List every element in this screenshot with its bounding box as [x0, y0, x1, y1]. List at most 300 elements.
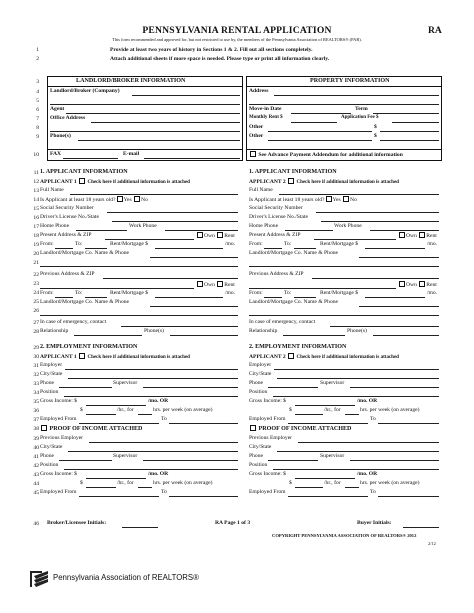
rent-mortgage-field-2[interactable] — [365, 248, 425, 249]
prev-position-label-2: Position — [249, 462, 268, 468]
office-address-field-2[interactable] — [50, 131, 240, 132]
mo-or-label: /mo. OR — [148, 398, 169, 404]
phones-label-2: Phone(s) — [347, 328, 367, 334]
par-logo — [28, 567, 50, 594]
employed-to-label-2: To — [370, 416, 376, 422]
own-rent-1 — [196, 232, 235, 239]
own-label: Own — [204, 233, 215, 239]
prev-city-state-label-2: City/State — [249, 444, 272, 450]
work-phone-field-2[interactable] — [370, 230, 439, 231]
form-title: PENNSYLVANIA RENTAL APPLICATION — [142, 25, 332, 36]
line-number: 38 — [33, 426, 39, 432]
full-name-label: Full Name — [40, 187, 64, 193]
prev-employed-from-field-1[interactable] — [79, 496, 159, 497]
revision: 2/12 — [428, 541, 436, 546]
line-number: 8 — [36, 125, 39, 131]
no-label: No — [141, 197, 148, 203]
present-address-label-2: Present Address & ZIP — [249, 232, 301, 238]
prev-city-state-field-2[interactable] — [277, 451, 439, 452]
line-number: 26 — [33, 308, 39, 314]
employer-field-1[interactable] — [65, 369, 238, 370]
age-question-2: Is Applicant at least 18 years old? — [249, 197, 325, 203]
line-number: 13 — [33, 188, 39, 194]
supervisor-field-1[interactable] — [143, 387, 238, 388]
line-number: 25 — [33, 299, 39, 305]
previous-address-field-1[interactable] — [103, 278, 238, 279]
par-logo-icon — [28, 567, 50, 589]
line-number: 31 — [33, 363, 39, 369]
hourly-rate-field-2[interactable] — [295, 414, 323, 415]
landlord-co-field-prev-2[interactable] — [359, 306, 439, 307]
property-address-label: Address — [249, 88, 269, 94]
page-indicator: RA Page 1 of 3 — [215, 520, 251, 526]
addendum-label: See Advance Payment Addendum for additional information — [258, 152, 403, 158]
gross-income-label: Gross Income: $ — [40, 398, 77, 404]
landlord-company-field-2[interactable] — [50, 104, 240, 105]
emergency-label: In case of emergency, contact — [40, 319, 107, 325]
own-label-prev-2: Own — [406, 282, 417, 288]
other-label-2: Other — [249, 133, 264, 139]
instruction-line-2: Attach additional sheets if more space is needed. Please type or print all information clearly. — [110, 56, 330, 62]
age-row-1 — [40, 196, 148, 203]
home-phone-field-1[interactable] — [76, 230, 127, 231]
app-fee-label: Application Fee $ — [341, 115, 379, 120]
landlord-co-label-2: Landlord/Mortgage Co. Name & Phone — [249, 250, 339, 256]
move-in-label: Move-in Date — [249, 106, 282, 112]
line-number: 32 — [33, 372, 39, 378]
relationship-field-2[interactable] — [283, 335, 345, 336]
employed-from-field-2[interactable] — [288, 423, 368, 424]
line-number: 6 — [36, 107, 39, 113]
line-number: 20 — [33, 251, 39, 257]
line-number: 16 — [33, 215, 39, 221]
line-number: 11 — [33, 170, 39, 176]
phones-field-2[interactable] — [373, 335, 439, 336]
emp-applicant1-row — [40, 353, 190, 360]
line-number: 29 — [33, 345, 39, 351]
previous-address-field-1b[interactable] — [40, 288, 194, 289]
gross-income-field-2[interactable] — [295, 405, 355, 406]
hr-for-label-2: /hr., for — [324, 407, 341, 413]
rent-mortgage-label-prev: Rent/Mortgage $ — [110, 290, 149, 296]
emergency-label-2: In case of emergency, contact — [249, 319, 316, 325]
fax-label: FAX — [50, 151, 62, 157]
applicant2-label: APPLICANT 2 — [249, 179, 286, 185]
previous-address-label: Previous Address & ZIP — [40, 271, 95, 277]
ssn-field-1[interactable] — [107, 212, 238, 213]
prev-employer-label-2: Previous Employer — [249, 435, 293, 441]
emp-applicant1-attached-label: Check here if additional information is attached — [87, 355, 190, 360]
employment-section-title: 2. EMPLOYMENT INFORMATION — [40, 344, 138, 350]
landlord-co-label-prev: Landlord/Mortgage Co. Name & Phone — [40, 299, 130, 305]
line-number: 12 — [33, 179, 39, 185]
applicant2-row — [249, 178, 399, 185]
agent-label: Agent — [50, 106, 65, 112]
emp-applicant1-checkbox[interactable] — [79, 353, 85, 359]
emp-applicant2-checkbox[interactable] — [288, 353, 294, 359]
from-label-prev: From: — [40, 290, 54, 296]
own-checkbox-prev[interactable] — [197, 281, 203, 287]
to-label: To: — [75, 241, 83, 247]
mo-label: /mo. — [225, 241, 236, 247]
relationship-label-2: Relationship — [249, 328, 278, 334]
hourly-dollar-2: $ — [289, 407, 292, 413]
to-field-prev-1[interactable] — [85, 297, 107, 298]
applicant2-attached-label: Check here if additional information is attached — [296, 180, 399, 185]
employed-to-label: To — [161, 416, 167, 422]
prev-employed-to-field-1[interactable] — [169, 496, 238, 497]
line-number: 42 — [33, 463, 39, 469]
to-field-prev-2[interactable] — [294, 297, 316, 298]
term-label: Term — [355, 106, 368, 112]
line-number: 28 — [33, 329, 39, 335]
employer-label: Employer — [40, 362, 63, 368]
line-number: 37 — [33, 417, 39, 423]
prev-position-field-2[interactable] — [273, 469, 439, 470]
prev-hourly-rate-field-1[interactable] — [86, 487, 116, 488]
own-rent-2 — [398, 232, 437, 239]
emergency-field-2[interactable] — [330, 326, 439, 327]
age-no-checkbox-2[interactable] — [343, 196, 349, 202]
prev-employed-to-label: To — [161, 489, 167, 495]
email-field[interactable] — [144, 158, 240, 159]
form-code: RA — [428, 25, 442, 36]
emp-phone-field-1[interactable] — [59, 387, 112, 388]
license-label-2: Driver's License No./State — [249, 214, 308, 220]
broker-initials-label: Broker/Licensee Initials: — [47, 520, 107, 526]
rent-mortgage-field-1[interactable] — [155, 248, 223, 249]
other-amount-1[interactable] — [380, 131, 439, 132]
rent-checkbox-prev[interactable] — [217, 281, 223, 287]
other-field-1[interactable] — [268, 131, 372, 132]
employed-from-field-1[interactable] — [79, 423, 159, 424]
prev-employer-field-2[interactable] — [298, 442, 439, 443]
present-address-field-2[interactable] — [314, 239, 396, 240]
age-question: Is Applicant at least 18 years old? — [40, 197, 116, 203]
line-number: 33 — [33, 381, 39, 387]
landlord-phone-label: Phone(s) — [50, 133, 71, 139]
own-checkbox-2[interactable] — [399, 232, 405, 238]
prev-hours-field-2[interactable] — [345, 487, 359, 488]
line-number: 46 — [33, 521, 39, 527]
previous-address-field-2[interactable] — [312, 278, 439, 279]
license-field-2[interactable] — [321, 221, 439, 222]
instruction-line-1: Provide at least two years of history in Sections 1 & 2. Fill out all sections completely. — [110, 47, 313, 53]
age-no-checkbox[interactable] — [134, 196, 140, 202]
emp-applicant2-attached-label: Check here if additional information is attached — [296, 355, 399, 360]
fax-field[interactable] — [63, 158, 118, 159]
to-field-1[interactable] — [85, 248, 107, 249]
line-number: 18 — [33, 233, 39, 239]
present-address-label: Present Address & ZIP — [40, 232, 92, 238]
age-yes-checkbox-2[interactable] — [326, 196, 332, 202]
mo-label-2: /mo. — [427, 241, 438, 247]
landlord-co-label-prev-2: Landlord/Mortgage Co. Name & Phone — [249, 299, 339, 305]
phones-field-1[interactable] — [170, 335, 238, 336]
line-number: 17 — [33, 224, 39, 230]
prev-hourly-dollar-2: $ — [289, 480, 292, 486]
employed-to-field-1[interactable] — [169, 423, 238, 424]
line-number: 30 — [33, 354, 39, 360]
prev-supervisor-field-2[interactable] — [350, 460, 439, 461]
position-label-2: Position — [249, 389, 268, 395]
email-label: E-mail — [123, 151, 140, 157]
hours-field-1[interactable] — [138, 414, 152, 415]
office-address-field[interactable] — [91, 122, 240, 123]
emp-applicant1-label: APPLICANT 1 — [40, 354, 77, 360]
work-phone-label: Work Phone — [129, 223, 157, 229]
prev-employer-field-1[interactable] — [89, 442, 238, 443]
relationship-field-1[interactable] — [74, 335, 142, 336]
agent-field[interactable] — [66, 113, 240, 114]
from-label-prev-2: From: — [249, 290, 263, 296]
rent-label-prev-2: Rent — [426, 282, 437, 288]
proof-checkbox-2[interactable] — [250, 425, 256, 431]
applicant2-attached-checkbox[interactable] — [288, 178, 294, 184]
prev-supervisor-field-1[interactable] — [143, 460, 238, 461]
gross-income-label-2: Gross Income: $ — [249, 398, 286, 404]
home-phone-label-2: Home Phone — [249, 223, 279, 229]
prev-gross-income-field-2[interactable] — [295, 478, 355, 479]
line-number: 35 — [33, 399, 39, 405]
home-phone-field-2[interactable] — [285, 230, 333, 231]
landlord-co-field-prev-2b[interactable] — [249, 315, 439, 316]
rent-label: Rent — [224, 233, 235, 239]
hours-field-2[interactable] — [345, 414, 359, 415]
line-number: 36 — [33, 408, 39, 414]
mo-or-label-2: /mo. OR — [357, 398, 378, 404]
prev-city-state-field-1[interactable] — [68, 451, 238, 452]
position-field-2[interactable] — [273, 396, 439, 397]
prev-hourly-rate-field-2[interactable] — [295, 487, 323, 488]
ssn-label: Social Security Number — [40, 205, 94, 211]
prev-employed-to-field-2[interactable] — [378, 496, 439, 497]
employer-field-2[interactable] — [274, 369, 439, 370]
rent-label-2: Rent — [426, 233, 437, 239]
employed-from-label-2: Employed From — [249, 416, 286, 422]
license-field-1[interactable] — [112, 221, 238, 222]
from-label: From: — [40, 241, 54, 247]
move-in-field[interactable] — [291, 113, 351, 114]
line-number: 3 — [36, 79, 39, 85]
other-dollar-2: $ — [374, 133, 377, 139]
app-fee-field[interactable] — [392, 122, 439, 123]
gross-income-field-1[interactable] — [86, 405, 146, 406]
line-number: 24 — [33, 290, 39, 296]
prev-position-field-1[interactable] — [64, 469, 238, 470]
line-number: 40 — [33, 445, 39, 451]
divider — [47, 149, 243, 150]
employment-section-title-2: 2. EMPLOYMENT INFORMATION — [249, 344, 347, 350]
buyer-initials-field[interactable] — [403, 527, 439, 528]
prev-city-state-label: City/State — [40, 444, 63, 450]
work-phone-label-2: Work Phone — [334, 223, 362, 229]
prev-gross-income-field-1[interactable] — [86, 478, 146, 479]
previous-address-field-2b[interactable] — [249, 288, 396, 289]
rent-mortgage-label: Rent/Mortgage $ — [110, 241, 149, 247]
rent-checkbox-prev-2[interactable] — [419, 281, 425, 287]
proof-label-1: PROOF OF INCOME ATTACHED — [49, 426, 143, 432]
full-name-field-2[interactable] — [279, 194, 439, 195]
supervisor-label-2: Supervisor — [320, 380, 345, 386]
to-label-prev-2: To: — [284, 290, 292, 296]
prev-hrs-week-label-2: hrs. per week (on average) — [360, 480, 420, 486]
rent-mortgage-field-prev-1[interactable] — [155, 297, 223, 298]
other-field-2[interactable] — [268, 140, 372, 141]
applicant1-label: APPLICANT 1 — [40, 179, 77, 185]
landlord-co-field-2[interactable] — [359, 257, 439, 258]
landlord-co-field-2b[interactable] — [249, 266, 439, 267]
prev-hours-field-1[interactable] — [138, 487, 152, 488]
addendum-checkbox[interactable] — [250, 151, 256, 157]
line-number: 44 — [33, 481, 39, 487]
home-phone-label: Home Phone — [40, 223, 70, 229]
broker-initials-field[interactable] — [122, 527, 158, 528]
landlord-co-field-prev-1b[interactable] — [40, 315, 238, 316]
from-field-2[interactable] — [264, 248, 282, 249]
landlord-co-field-prev-1[interactable] — [150, 306, 238, 307]
city-state-field-1[interactable] — [68, 378, 238, 379]
property-address-field[interactable] — [274, 95, 439, 96]
own-label-2: Own — [406, 233, 417, 239]
other-amount-2[interactable] — [380, 140, 439, 141]
prev-hr-for-label-2: /hr., for — [324, 480, 341, 486]
license-label: Driver's License No./State — [40, 214, 99, 220]
line-number: 23 — [33, 281, 39, 287]
applicant1-row — [40, 178, 190, 185]
prev-mo-or-label: /mo. OR — [148, 471, 169, 477]
work-phone-field-1[interactable] — [165, 230, 238, 231]
from-field-prev-1[interactable] — [55, 297, 73, 298]
phone-label-2: Phone — [249, 380, 263, 386]
line-number: 27 — [33, 320, 39, 326]
prev-employer-label: Previous Employer — [40, 435, 84, 441]
prev-position-label: Position — [40, 462, 59, 468]
office-address-label: Office Address — [50, 115, 86, 121]
employer-label-2: Employer — [249, 362, 272, 368]
divider — [246, 149, 442, 150]
line-number: 7 — [36, 116, 39, 122]
line-number: 9 — [36, 134, 39, 140]
hrs-week-label: hrs. per week (on average) — [153, 407, 213, 413]
proof-checkbox-1[interactable] — [41, 425, 47, 431]
prev-hr-for-label: /hr., for — [117, 480, 134, 486]
buyer-initials-label: Buyer Initials: — [357, 520, 392, 526]
applicant1-attached-checkbox[interactable] — [79, 178, 85, 184]
monthly-rent-field[interactable] — [291, 122, 337, 123]
phones-label: Phone(s) — [144, 328, 164, 334]
line-number: 22 — [33, 272, 39, 278]
present-address-field-1[interactable] — [105, 239, 194, 240]
line-number: 34 — [33, 390, 39, 396]
landlord-company-field[interactable] — [132, 95, 240, 96]
relationship-label: Relationship — [40, 328, 69, 334]
applicant-section-title-2: 1. APPLICANT INFORMATION — [249, 169, 337, 175]
to-label-prev: To: — [75, 290, 83, 296]
prev-hourly-dollar: $ — [80, 480, 83, 486]
line-number: 41 — [33, 454, 39, 460]
emergency-field-1[interactable] — [121, 326, 238, 327]
emp-phone-field-2[interactable] — [268, 387, 318, 388]
line-number: 10 — [33, 152, 39, 158]
age-yes-checkbox[interactable] — [117, 196, 123, 202]
own-label-prev: Own — [204, 282, 215, 288]
rent-mortgage-label-prev-2: Rent/Mortgage $ — [320, 290, 359, 296]
rent-mortgage-label-2: Rent/Mortgage $ — [320, 241, 359, 247]
line-number: 19 — [33, 242, 39, 248]
emp-applicant2-row — [249, 353, 399, 360]
previous-address-label-2: Previous Address & ZIP — [249, 271, 304, 277]
prev-employed-from-field-2[interactable] — [288, 496, 368, 497]
ssn-label-2: Social Security Number — [249, 205, 303, 211]
prev-phone-field-1[interactable] — [59, 460, 112, 461]
term-field[interactable] — [373, 113, 439, 114]
rent-label-prev: Rent — [224, 282, 235, 288]
line-number: 15 — [33, 206, 39, 212]
position-field-1[interactable] — [64, 396, 238, 397]
to-label-2: To: — [284, 241, 292, 247]
line-number: 5 — [36, 98, 39, 104]
proof-row-2 — [249, 425, 351, 432]
hourly-rate-field-1[interactable] — [86, 414, 116, 415]
from-field-prev-2[interactable] — [264, 297, 282, 298]
ssn-field-2[interactable] — [316, 212, 439, 213]
age-row-2 — [249, 196, 357, 203]
line-number: 14 — [33, 197, 39, 203]
prev-hrs-week-label: hrs. per week (on average) — [153, 480, 213, 486]
line-number: 45 — [33, 490, 39, 496]
other-label-1: Other — [249, 124, 264, 130]
landlord-co-field-1[interactable] — [150, 257, 238, 258]
rent-mortgage-field-prev-2[interactable] — [365, 297, 425, 298]
prev-supervisor-label: Supervisor — [113, 453, 138, 459]
landlord-company-label: Landlord/Broker (Company) — [50, 88, 120, 94]
landlord-co-field-1b[interactable] — [40, 266, 238, 267]
to-field-2[interactable] — [294, 248, 316, 249]
landlord-heading: LANDLORD/BROKER INFORMATION — [76, 78, 186, 84]
addendum-checkbox-row — [249, 151, 403, 158]
property-address-field-2[interactable] — [249, 104, 439, 105]
own-checkbox-prev-2[interactable] — [399, 281, 405, 287]
from-field-1[interactable] — [55, 248, 73, 249]
city-state-field-2[interactable] — [277, 378, 439, 379]
no-label-2: No — [350, 197, 357, 203]
line-number: 1 — [36, 47, 39, 53]
prev-phone-label: Phone — [40, 453, 54, 459]
employed-to-field-2[interactable] — [378, 423, 439, 424]
prev-phone-field-2[interactable] — [268, 460, 318, 461]
landlord-co-label: Landlord/Mortgage Co. Name & Phone — [40, 250, 130, 256]
logo-text: Pennsylvania Association of REALTORS® — [53, 573, 199, 582]
emp-applicant2-label: APPLICANT 2 — [249, 354, 286, 360]
applicant1-attached-label: Check here if additional information is attached — [87, 180, 190, 185]
city-state-label: City/State — [40, 371, 63, 377]
property-heading: PROPERTY INFORMATION — [310, 78, 390, 84]
rent-checkbox[interactable] — [217, 232, 223, 238]
prev-employed-from-label-2: Employed From — [249, 489, 286, 495]
form-subtitle: This form recommended and approved for, but not restricted to use by, the members of the Pennsylvania Association of REALTORS® (PAR). — [112, 37, 362, 42]
supervisor-field-2[interactable] — [350, 387, 439, 388]
rent-checkbox-2[interactable] — [419, 232, 425, 238]
prev-gross-income-label: Gross Income: $ — [40, 471, 77, 477]
own-rent-1b — [196, 281, 235, 288]
full-name-field-1[interactable] — [70, 194, 238, 195]
own-checkbox[interactable] — [197, 232, 203, 238]
city-state-label-2: City/State — [249, 371, 272, 377]
hourly-dollar: $ — [80, 407, 83, 413]
landlord-phone-field[interactable] — [78, 140, 240, 141]
yes-label: Yes — [123, 197, 132, 203]
